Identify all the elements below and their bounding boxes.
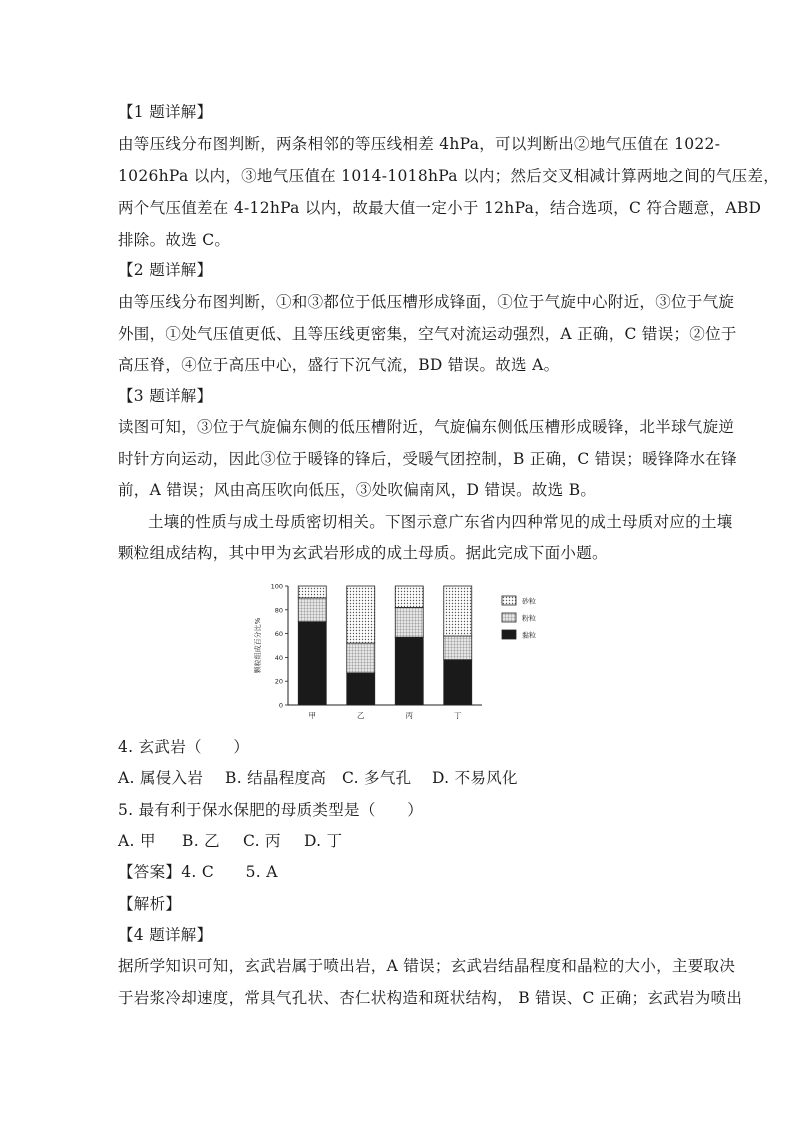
q5-option-d[interactable]: D. 丁 xyxy=(304,832,343,850)
legend-label: 砂粒 xyxy=(522,597,536,606)
bar-segment xyxy=(444,636,472,660)
analysis-heading: 【解析】 xyxy=(118,895,182,913)
y-tick-label: 20 xyxy=(274,677,283,686)
bar-segment xyxy=(444,586,472,636)
q2-text-line: 高压脊，④位于高压中心，盛行下沉气流，BD 错误。故选 A。 xyxy=(118,356,560,374)
intro-paragraph-line: 土壤的性质与成土母质密切相关。下图示意广东省内四种常见的成土母质对应的土壤 xyxy=(148,513,733,531)
bar-segment xyxy=(444,660,472,705)
stacked-bar-chart-svg xyxy=(250,578,550,728)
y-tick-label: 0 xyxy=(278,701,283,710)
q3-text-line: 读图可知，③位于气旋偏东侧的低压槽附近，气旋偏东侧低压槽形成暖锋，北半球气旋逆 xyxy=(118,418,735,436)
y-tick-label: 40 xyxy=(274,653,283,662)
q4-option-c[interactable]: C. 多气孔 xyxy=(342,769,412,787)
q4-stem: 4. 玄武岩（ ） xyxy=(118,738,250,756)
q2-text-line: 外围，①处气压值更低、且等压线更密集，空气对流运动强烈，A 正确，C 错误；②位于 xyxy=(118,325,737,343)
q4-option-b[interactable]: B. 结晶程度高 xyxy=(225,769,327,787)
q3-text-line: 时针方向运动，因此③位于暖锋的锋后，受暖气团控制，B 正确，C 错误；暖锋降水在锋 xyxy=(118,450,737,468)
legend-label: 粉粒 xyxy=(522,614,536,623)
x-category-label: 甲 xyxy=(308,711,316,720)
legend-swatch xyxy=(502,596,516,605)
y-tick-label: 80 xyxy=(274,606,283,615)
bar-segment xyxy=(298,598,326,622)
soil-particle-chart xyxy=(250,578,550,728)
q3-heading: 【3 题详解】 xyxy=(118,387,213,405)
q1-text-line: 1026hPa 以内，③地气压值在 1014-1018hPa 以内；然后交叉相减计算两地之间的气压差， xyxy=(118,167,780,185)
legend-swatch xyxy=(502,613,516,622)
bar-segment xyxy=(298,622,326,705)
x-category-label: 丙 xyxy=(405,711,413,720)
q4-option-a[interactable]: A. 属侵入岩 xyxy=(118,769,204,787)
x-category-label: 丁 xyxy=(454,711,462,720)
bar-segment xyxy=(298,586,326,598)
q2-heading: 【2 题详解】 xyxy=(118,261,213,279)
q4-options xyxy=(118,768,678,788)
y-axis-title: 颗粒组成百分比% xyxy=(254,617,262,674)
bar-segment xyxy=(347,586,375,643)
q4-option-d[interactable]: D. 不易风化 xyxy=(432,769,518,787)
intro-paragraph-line: 颗粒组成结构，其中甲为玄武岩形成的成土母质。据此完成下面小题。 xyxy=(118,544,608,562)
q4-detail-line: 据所学知识可知，玄武岩属于喷出岩，A 错误；玄武岩结晶程度和晶粒的大小，主要取决 xyxy=(118,957,736,975)
bar-segment xyxy=(395,637,423,705)
y-tick-label: 60 xyxy=(274,630,283,639)
q5-options xyxy=(118,831,678,851)
x-category-label: 乙 xyxy=(357,711,365,720)
bar-segment xyxy=(395,607,423,637)
q5-stem: 5. 最有利于保水保肥的母质类型是（ ） xyxy=(118,801,424,819)
q5-option-c[interactable]: C. 丙 xyxy=(243,832,281,850)
q1-heading: 【1 题详解】 xyxy=(118,103,213,121)
q4-detail-line: 于岩浆冷却速度，常具气孔状、杏仁状构造和斑状结构， B 错误、C 正确；玄武岩为喷出 xyxy=(118,989,743,1007)
legend-label: 黏粒 xyxy=(522,631,536,640)
bar-segment xyxy=(347,643,375,673)
q5-option-b[interactable]: B. 乙 xyxy=(182,832,220,850)
bar-segment xyxy=(395,586,423,607)
answer-line: 【答案】4. C 5. A xyxy=(118,863,278,881)
q5-option-a[interactable]: A. 甲 xyxy=(118,832,156,850)
q2-text-line: 由等压线分布图判断，①和③都位于低压槽形成锋面，①位于气旋中心附近，③位于气旋 xyxy=(118,293,735,311)
q3-text-line: 前，A 错误；风由高压吹向低压，③处吹偏南风，D 错误。故选 B。 xyxy=(118,481,597,499)
y-tick-label: 100 xyxy=(270,582,283,591)
legend-swatch xyxy=(502,630,516,639)
q1-text-line: 两个气压值差在 4-12hPa 以内，故最大值一定小于 12hPa，结合选项，C 符合题意，ABD xyxy=(118,199,762,217)
q4-detail-heading: 【4 题详解】 xyxy=(118,926,213,944)
q1-text-line: 排除。故选 C。 xyxy=(118,231,231,249)
q1-text-line: 由等压线分布图判断，两条相邻的等压线相差 4hPa，可以判断出②地气压值在 1022- xyxy=(118,135,721,153)
bar-segment xyxy=(347,673,375,705)
